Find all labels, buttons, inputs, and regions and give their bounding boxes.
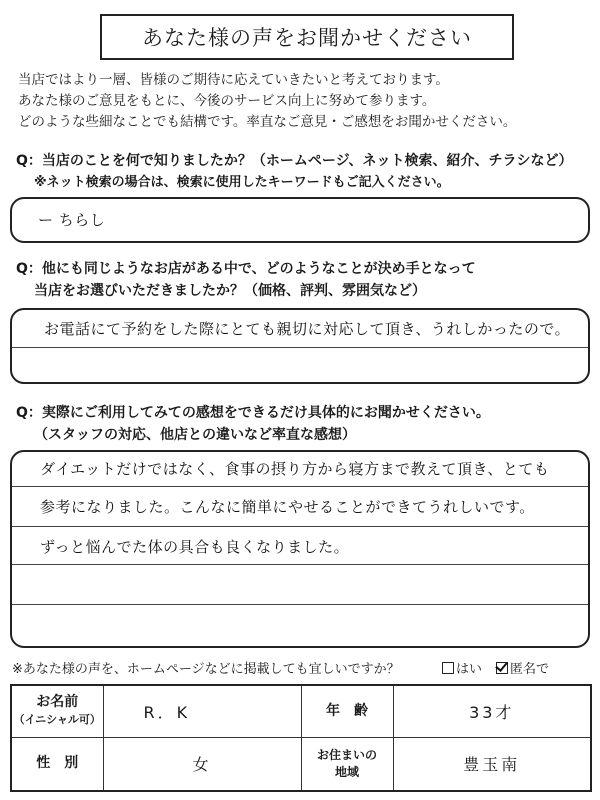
answer-3-line-1: ダイエットだけではなく、食事の摂り方から寝方まで教えて頂き、とても: [40, 460, 550, 478]
age-value: 33才: [393, 685, 591, 737]
question-3: [16, 402, 490, 446]
ruled-line: [12, 526, 588, 527]
question-2: [16, 258, 476, 302]
question-2-line-1: Q：他にも同じようなお店がある中で、どのようなことが決め手となって: [16, 261, 476, 277]
consent-option-anonymous[interactable]: [496, 658, 549, 677]
ruled-line: [12, 564, 588, 565]
intro-line-3: どのような些細なことでも結構です。率直なご意見・ご感想をお聞かせください。: [18, 114, 517, 130]
name-label: お名前: [36, 694, 79, 711]
name-label-cell: [11, 685, 103, 737]
answer-2-text: お電話にて予約をした際にとても親切に対応して頂き、うれしかったので。: [44, 320, 571, 338]
intro-line-1: 当店ではより一層、皆様のご期待に応えていきたいと考えております。: [18, 72, 449, 88]
answer-box-1: [10, 197, 590, 243]
intro-line-2: あなた様のご意見をもとに、今後のサービス向上に努めて参ります。: [18, 93, 436, 109]
name-sublabel: （イニシャル可）: [13, 713, 101, 727]
page-title: あなた様の声をお聞かせください: [100, 14, 514, 60]
respondent-info-table: [10, 684, 592, 792]
intro-text: [18, 70, 516, 133]
ruled-line: [12, 347, 588, 348]
consent-option-yes[interactable]: [442, 658, 482, 677]
gender-value: 女: [103, 737, 301, 791]
question-1-line-1: Q：当店のことを何で知りましたか？（ホームページ、ネット検索、紹介、チラシなど）: [16, 153, 573, 169]
consent-question: ※あなた様の声を、ホームページなどに掲載しても宜しいですか？: [12, 662, 400, 677]
consent-option-anonymous-label: 匿名で: [510, 662, 550, 677]
gender-label: 性 別: [11, 737, 103, 791]
answer-box-3: [10, 450, 590, 648]
checkbox-yes[interactable]: [442, 662, 454, 674]
answer-box-2: [10, 308, 590, 384]
question-2-line-2: 当店をお選びいただきましたか？（価格、評判、雰囲気など）: [34, 283, 426, 299]
area-label-cell: [301, 737, 393, 791]
consent-option-yes-label: はい: [456, 662, 483, 677]
consent-row: [12, 658, 592, 677]
question-3-line-2: （スタッフの対応、他店との違いなど率直な感想）: [34, 427, 356, 443]
answer-3-line-2: 参考になりました。こんなに簡単にやせることができてうれしいです。: [40, 498, 535, 516]
checkbox-anonymous[interactable]: [496, 662, 508, 674]
answer-1-text: ー ちらし: [38, 211, 106, 229]
area-label-line-2: 地域: [334, 764, 359, 779]
question-1: [16, 150, 573, 194]
area-label-line-1: お住まいの: [316, 747, 377, 762]
ruled-line: [12, 604, 588, 605]
area-value: 豊玉南: [393, 737, 591, 791]
question-3-line-1: Q：実際にご利用してみての感想をできるだけ具体的にお聞かせください。: [16, 405, 490, 421]
name-value: R．K: [103, 685, 301, 737]
ruled-line: [12, 486, 588, 487]
age-label: 年 齢: [301, 685, 393, 737]
answer-3-line-3: ずっと悩んでた体の具合も良くなりました。: [40, 538, 350, 556]
question-1-line-2: ※ネット検索の場合は、検索に使用したキーワードもご記入ください。: [34, 175, 450, 190]
